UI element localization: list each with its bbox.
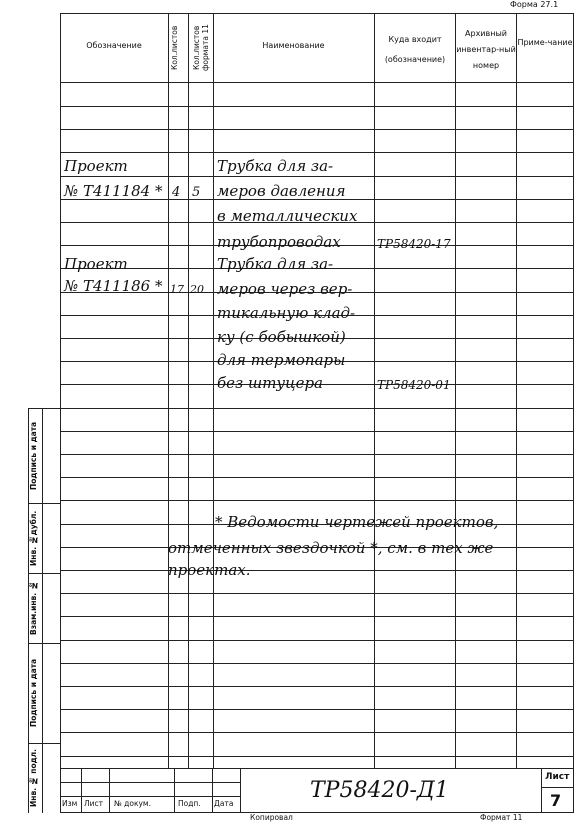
header-kol-listov-f11: Кол.листов формата 11: [192, 24, 210, 72]
frame-left: [60, 13, 61, 813]
header-kol-listov: Кол.листов: [170, 25, 179, 71]
header-naimenovanie: Наименование: [262, 41, 325, 50]
stamp-col-list: [541, 768, 542, 813]
side-vzam-inv: Взам.инв. №: [29, 581, 38, 635]
row-4-name: трубопроводах: [217, 233, 341, 251]
stamp-col-2: [109, 768, 110, 813]
side-line-4: [28, 643, 60, 644]
side-line-2: [28, 503, 60, 504]
row-line: [60, 732, 574, 733]
note-line-3: проектах.: [168, 561, 251, 579]
row-6-oboz: № Т411186 *: [64, 277, 163, 295]
side-inv-dubl: Инв. №дубл.: [29, 510, 38, 566]
stamp-designation: ТР58420-Д1: [310, 778, 449, 803]
stamp-top: [60, 768, 574, 769]
side-line-1: [28, 408, 60, 409]
row-line: [60, 756, 574, 757]
row-line: [60, 176, 574, 177]
row-line: [60, 593, 574, 594]
row-4-kuda: ТР58420-17: [377, 237, 451, 251]
row-line: [60, 500, 574, 501]
row-2-name: меров давления: [217, 182, 346, 200]
form-label: Форма 27.1: [510, 0, 559, 9]
side-line-5: [28, 743, 60, 744]
stamp-col-izm: Изм: [62, 799, 78, 808]
stamp-col-designation: [240, 768, 241, 813]
stamp-list-divider: [541, 787, 574, 788]
row-line: [60, 616, 574, 617]
row-line: [60, 106, 574, 107]
side-podpis-data-bottom: Подпись и дата: [29, 658, 38, 728]
stamp-col-1: [81, 768, 82, 813]
row-2-oboz: № Т411184 *: [64, 182, 163, 200]
row-line: [60, 477, 574, 478]
stamp-list-label: Лист: [545, 772, 570, 782]
row-10-name: без штуцера: [217, 374, 324, 392]
row-8-name: ку (с бобышкой): [217, 328, 346, 346]
side-podpis-data-top: Подпись и дата: [29, 421, 38, 491]
row-5-name: Трубка для за-: [217, 255, 334, 273]
header-primechanie: Приме-чание: [517, 38, 573, 47]
col-line-2: [188, 13, 189, 768]
row-line: [60, 431, 574, 432]
row-5-oboz: Проект: [64, 255, 128, 273]
stamp-col-dokum: № докум.: [114, 799, 151, 808]
side-inv-podl: Инв. № подл.: [29, 749, 38, 808]
header-arhivnyi: Архивный инвентар-ный номер: [456, 29, 516, 70]
stamp-col-list: Лист: [84, 799, 104, 808]
footer-right: Формат 11: [480, 813, 523, 822]
stamp-col-podp: Подп.: [178, 799, 201, 808]
stamp-col-3: [174, 768, 175, 813]
row-line: [60, 570, 574, 571]
stamp-bottom-line: [60, 796, 240, 797]
row-line: [60, 454, 574, 455]
row-6-k2: 20: [190, 283, 204, 296]
row-line: [60, 129, 574, 130]
header-divider: [60, 82, 574, 83]
row-line: [60, 709, 574, 710]
col-line-4: [374, 13, 375, 768]
row-line: [60, 152, 574, 153]
side-line-3: [28, 573, 60, 574]
row-6-k1: 17: [170, 283, 184, 296]
frame-top: [60, 13, 574, 14]
row-10-kuda: ТР58420-01: [377, 378, 451, 392]
row-2-k1: 4: [172, 185, 181, 200]
row-2-k2: 5: [192, 185, 201, 200]
row-7-name: тикальную клад-: [217, 304, 356, 322]
row-3-name: в металлических: [217, 207, 358, 225]
note-line-2: отмеченных звездочкой *, см. в тех же: [168, 539, 494, 557]
col-line-6: [516, 13, 517, 768]
row-9-name: для термопары: [217, 351, 346, 369]
header-kuda-vhodit: Куда входит (обозначение): [384, 35, 446, 64]
row-1-name: Трубка для за-: [217, 157, 334, 175]
col-line-3: [213, 13, 214, 768]
stamp-col-data: Дата: [214, 799, 234, 808]
row-line: [60, 408, 574, 409]
row-6-name: меров через вер-: [217, 280, 353, 298]
col-line-5: [455, 13, 456, 768]
note-line-1: * Ведомости чертежей проектов,: [215, 513, 499, 531]
stamp-mid-line: [60, 782, 240, 783]
stamp-list-number: 7: [550, 791, 562, 810]
row-line: [60, 686, 574, 687]
header-oboznachenie: Обозначение: [86, 41, 142, 50]
side-strip-mid: [42, 408, 43, 813]
footer-left: Копировал: [250, 813, 293, 822]
frame-right: [573, 13, 574, 813]
row-line: [60, 663, 574, 664]
stamp-col-4: [212, 768, 213, 813]
row-1-oboz: Проект: [64, 157, 128, 175]
col-line-1: [168, 13, 169, 768]
row-line: [60, 640, 574, 641]
